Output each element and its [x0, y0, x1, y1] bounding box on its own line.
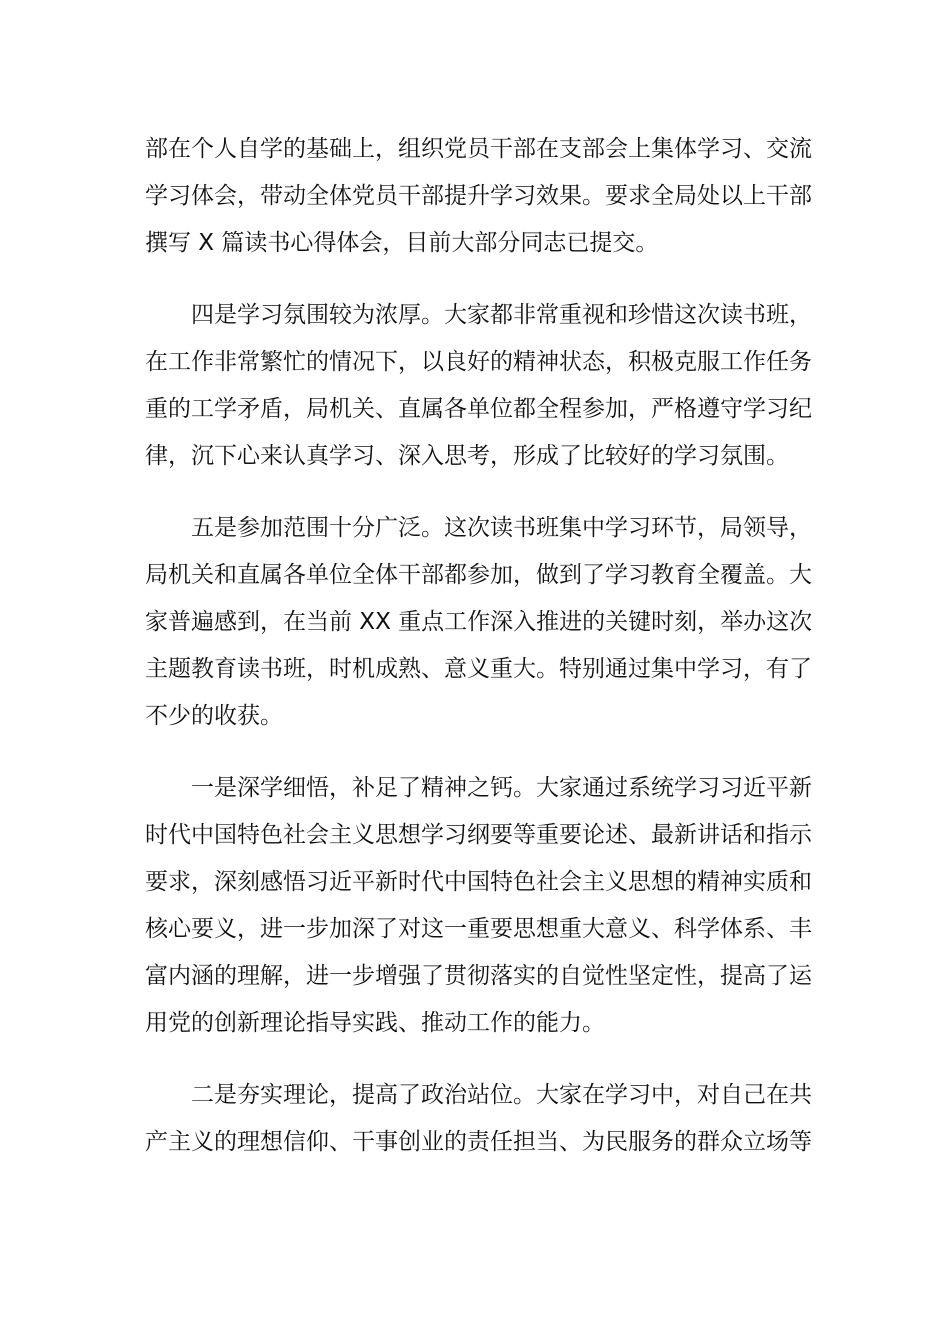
paragraph-gap [145, 267, 795, 292]
text-line: 重的工学矛盾，局机关、直属各单位都全程参加，严格遵守学习纪 [145, 396, 812, 422]
text-line: 要求，深刻感悟习近平新时代中国特色社会主义思想的精神实质和 [145, 869, 812, 895]
text-line: 用党的创新理论指导实践、推动工作的能力。 [145, 1010, 605, 1036]
text-line: 一是深学细悟，补足了精神之钙。大家通过系统学习习近平新 [191, 775, 812, 801]
text-line: 富内涵的理解，进一步增强了贯彻落实的自觉性坚定性，提高了运 [145, 963, 812, 989]
paragraph-gap [145, 1047, 795, 1072]
text-line: 二是夯实理论，提高了政治站位。大家在学习中，对自己在共 [191, 1082, 812, 1108]
text-line: 主题教育读书班，时机成熟、意义重大。特别通过集中学习，有了 [145, 656, 812, 682]
text-line: 律，沉下心来认真学习、深入思考，形成了比较好的学习氛围。 [145, 443, 789, 469]
paragraph-2 [145, 292, 812, 480]
text-line: 核心要义，进一步加深了对这一重要思想重大意义、科学体系、丰 [145, 916, 812, 942]
text-line: 在工作非常繁忙的情况下，以良好的精神状态，积极克服工作任务 [145, 349, 812, 375]
document-body [145, 126, 813, 1166]
text-line: 学习体会，带动全体党员干部提升学习效果。要求全局处以上干部 [145, 183, 812, 209]
text-line: 五是参加范围十分广泛。这次读书班集中学习环节，局领导， [191, 515, 812, 541]
text-line: 部在个人自学的基础上，组织党员干部在支部会上集体学习、交流 [145, 136, 812, 162]
text-line: 四是学习氛围较为浓厚。大家都非常重视和珍惜这次读书班， [191, 302, 812, 328]
text-line: 家普遍感到，在当前 XX 重点工作深入推进的关键时刻，举办这次 [145, 609, 813, 635]
paragraph-3 [145, 505, 813, 740]
paragraph-gap [145, 740, 795, 765]
text-line: 局机关和直属各单位全体干部都参加，做到了学习教育全覆盖。大 [145, 562, 812, 588]
text-line: 撰写 X 篇读书心得体会，目前大部分同志已提交。 [145, 230, 659, 256]
paragraph-gap [145, 480, 795, 505]
paragraph-1 [145, 126, 812, 267]
text-line: 时代中国特色社会主义思想学习纲要等重要论述、最新讲话和指示 [145, 822, 812, 848]
paragraph-5 [145, 1072, 812, 1166]
text-line: 产主义的理想信仰、干事创业的责任担当、为民服务的群众立场等 [145, 1129, 812, 1155]
paragraph-4 [145, 765, 812, 1047]
text-line: 不少的收获。 [145, 703, 283, 729]
